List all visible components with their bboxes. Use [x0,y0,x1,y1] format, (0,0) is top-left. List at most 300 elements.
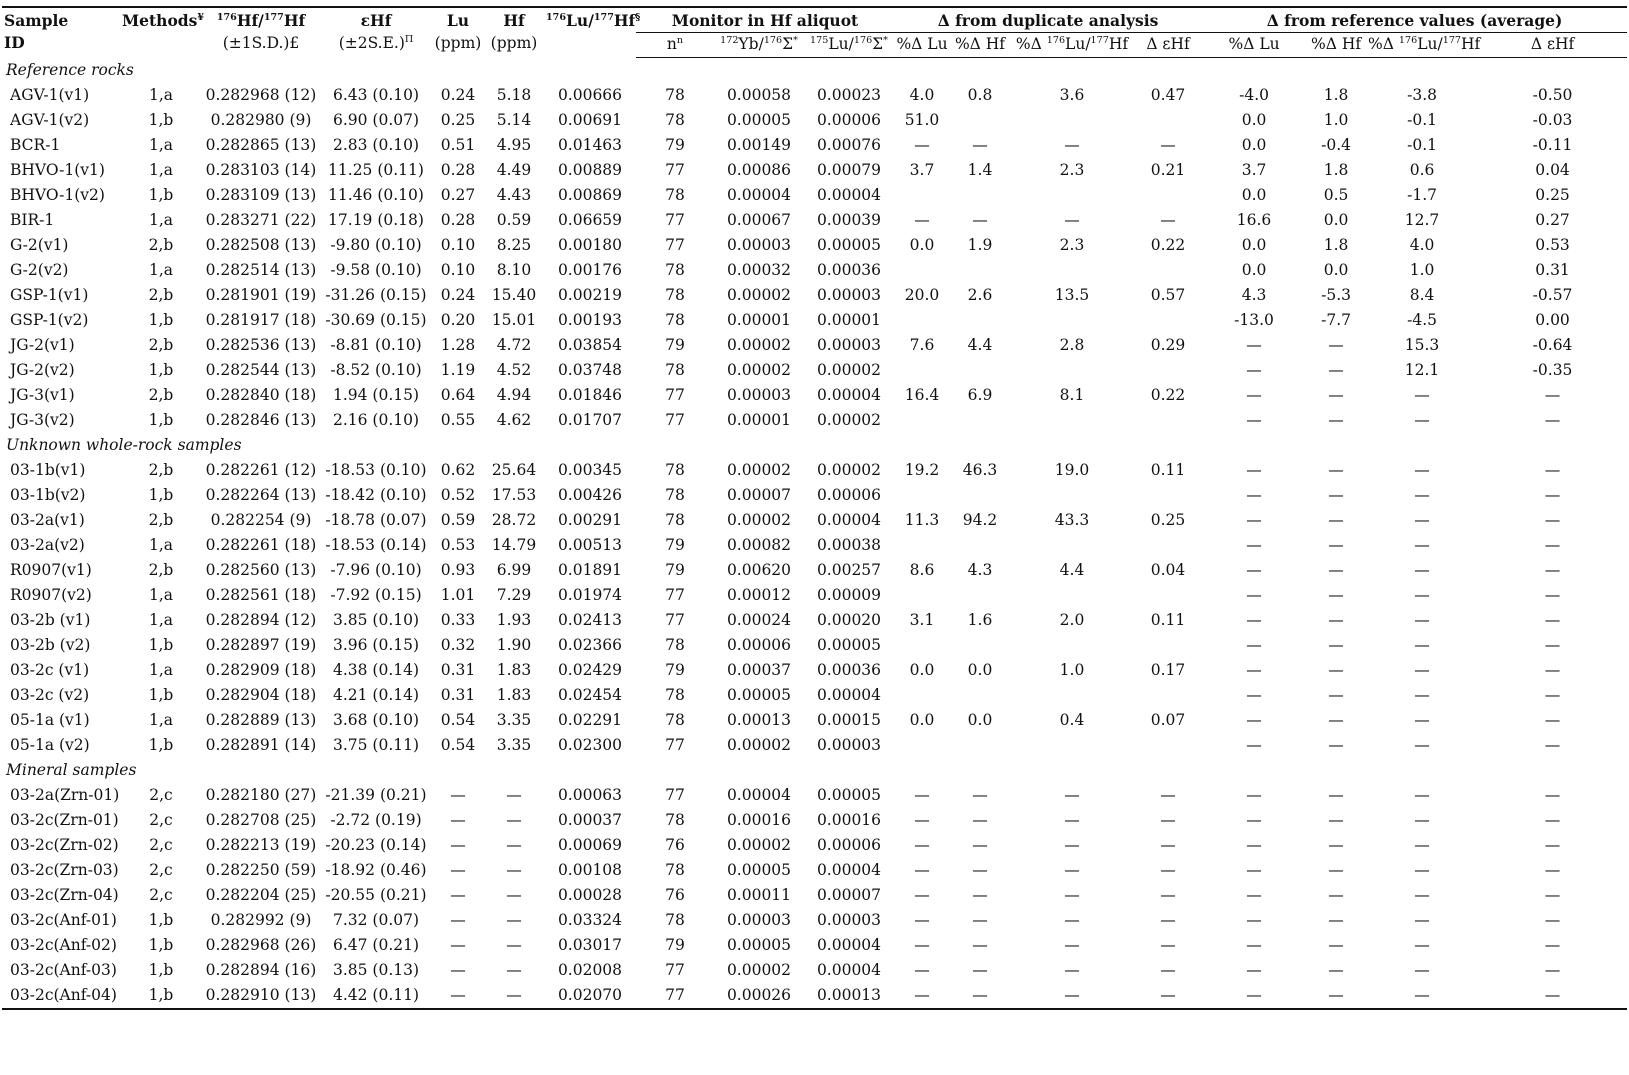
table-cell: 0.00180 [557,236,623,254]
table-cell: — [1064,961,1080,979]
col-ref-ehf: Δ εHf [1478,33,1627,58]
table-cell [1010,408,1134,433]
table-cell: 1.4 [967,161,993,179]
table-cell: 3.96 (0.15) [332,636,420,654]
table-cell: — [1246,461,1262,479]
table-cell: 0.07 [1150,711,1186,729]
table-cell: 6.99 [496,561,532,579]
table-row [2,533,1627,558]
table-row [2,183,1627,208]
table-cell: -4.0 [1239,86,1269,104]
table-cell [1010,358,1134,383]
table-cell: 17.19 (0.18) [328,211,424,229]
table-cell: 0.283109 (13) [205,186,317,204]
table-cell [950,483,1010,508]
table-cell: 11.46 (0.10) [328,186,424,204]
table-cell: 0.00026 [714,983,804,1009]
table-cell [950,408,1010,433]
table-cell: 0.282180 (27) [205,786,317,804]
table-cell: 4.21 (0.14) [332,686,420,704]
sample-id-cell: JG-2(v1) [10,336,75,354]
table-cell [1134,183,1202,208]
table-cell: 2.0 [1059,611,1085,629]
table-cell: — [1544,836,1561,854]
table-cell: — [1328,836,1344,854]
table-cell: 4.72 [496,336,532,354]
section-title: Mineral samples [6,761,137,779]
table-cell: — [1328,361,1344,379]
table-cell [894,183,950,208]
table-cell: 0.00001 [726,311,792,329]
sample-id-cell: 03-2c (v1) [10,661,90,679]
table-cell: 16.6 [1236,211,1272,229]
table-row [2,283,1627,308]
table-cell: 0.282897 (19) [205,636,317,654]
table-cell: 0.62 [440,461,476,479]
table-cell: 0.282264 (13) [205,486,317,504]
table-cell: 0.00005 [816,236,882,254]
table-cell: 2,b [148,561,174,579]
table-cell: -0.50 [1532,86,1573,104]
sample-id-cell: R0907(v1) [10,561,92,579]
table-cell: 0.282840 (18) [205,386,317,404]
table-cell: 0.00889 [557,161,623,179]
table-row [2,833,1627,858]
table-cell: 0.11 [1150,461,1186,479]
table-cell: -0.64 [1532,336,1573,354]
table-cell: -21.39 (0.21) [325,786,427,804]
table-cell: 11.25 (0.11) [328,161,424,179]
table-cell: 0.00012 [726,586,792,604]
table-cell: — [1246,511,1262,529]
table-cell: 0.00003 [816,336,882,354]
table-cell: 0.00193 [557,311,623,329]
table-cell: 0.282894 (12) [205,611,317,629]
table-cell: 0.00009 [816,586,882,604]
table-cell: — [894,983,950,1009]
table-cell: 0.02300 [557,736,623,754]
section-title: Unknown whole-rock samples [6,436,242,454]
table-cell [1010,683,1134,708]
table-cell: — [1366,983,1478,1009]
table-cell: — [1328,461,1344,479]
table-cell: 0.282561 (18) [205,586,317,604]
table-cell: -4.5 [1407,311,1437,329]
table-cell: 1.83 [496,661,532,679]
table-cell: 19.0 [1054,461,1090,479]
table-cell: 2.83 (0.10) [332,136,420,154]
table-cell: — [972,861,988,879]
table-cell [894,308,950,333]
table-cell: — [1544,686,1561,704]
table-cell: 0.00079 [816,161,882,179]
table-cell: — [1246,486,1262,504]
table-cell: 0.00291 [557,511,623,529]
table-row [2,683,1627,708]
table-cell: — [914,911,930,929]
sample-id-cell: 03-2c(Anf-02) [10,936,117,954]
table-cell: — [1064,936,1080,954]
section-header [2,433,1627,458]
table-row [2,858,1627,883]
sample-id-cell: GSP-1(v1) [10,286,89,304]
table-cell: 1,b [148,311,174,329]
table-cell: 0.06659 [557,211,623,229]
table-cell: 2.3 [1059,161,1085,179]
table-cell: -1.7 [1407,186,1437,204]
table-cell: — [972,886,988,904]
table-cell: 5.18 [496,86,532,104]
table-cell: — [972,836,988,854]
table-cell: 7.6 [909,336,935,354]
table-cell: 1,b [148,936,174,954]
table-cell: — [914,786,930,804]
table-cell: 3.75 (0.11) [332,736,420,754]
table-cell: — [1246,661,1262,679]
sample-id-cell: 03-2a(v1) [10,511,85,529]
table-cell: 78 [665,111,685,129]
table-cell: 0.00666 [557,86,623,104]
sample-id-cell: 03-2b (v2) [10,636,91,654]
table-cell: 0.28 [440,211,476,229]
table-cell: 1,b [148,361,174,379]
table-cell: 1,a [148,536,174,554]
table-cell: — [1544,486,1561,504]
table-cell: 0.01974 [557,586,623,604]
table-cell: 3.35 [496,711,532,729]
table-cell: 78 [665,636,685,654]
table-cell: 3.68 (0.10) [332,711,420,729]
table-cell: 1,a [148,711,174,729]
table-cell: 0.01463 [557,136,623,154]
table-cell: — [1246,861,1262,879]
table-cell: 0.282261 (18) [205,536,317,554]
table-cell: 78 [665,186,685,204]
table-cell: — [1544,511,1561,529]
table-cell: 12.1 [1404,361,1440,379]
table-cell: 0.0 [909,236,935,254]
sample-id-cell: G-2(v2) [10,261,69,279]
table-cell: -0.03 [1532,111,1573,129]
table-cell: 0.00032 [726,261,792,279]
table-cell: 16.4 [904,386,940,404]
table-cell: 0.00036 [816,661,882,679]
table-cell: 0.53 [1535,236,1570,254]
table-cell: — [1328,561,1344,579]
group-reference: Δ from reference values (average) [1202,7,1627,33]
table-cell: 78 [665,311,685,329]
table-row [2,108,1627,133]
table-cell: 77 [665,411,685,429]
table-cell: — [1160,886,1176,904]
table-cell: 0.282865 (13) [205,136,317,154]
table-cell: 0.00002 [816,361,882,379]
table-cell: 78 [665,511,685,529]
table-cell: 0.282846 (13) [205,411,317,429]
table-row [2,358,1627,383]
col-yb-monitor: $^{172}$Yb/$^{176}$Σ* [714,33,804,58]
table-cell [1010,483,1134,508]
table-row [2,933,1627,958]
table-cell: 20.0 [904,286,940,304]
table-cell: 0.51 [440,136,476,154]
table-cell: — [1246,736,1262,754]
sample-id-cell: BCR-1 [10,136,61,154]
table-cell: 0.03324 [557,911,623,929]
table-cell: 0.282544 (13) [205,361,317,379]
table-cell: 0.00038 [816,536,882,554]
table-cell: — [1328,636,1344,654]
table-cell: 3.6 [1059,86,1085,104]
table-cell: 0.282910 (13) [202,983,320,1009]
table-cell: — [1246,411,1262,429]
table-cell: 2,b [148,386,174,404]
table-cell: — [1246,386,1262,404]
table-cell: — [1064,886,1080,904]
table-cell: — [1414,786,1430,804]
table-cell: 4.3 [967,561,993,579]
table-row [2,483,1627,508]
table-cell: 0.02366 [557,636,623,654]
table-cell: 0.00620 [726,561,792,579]
table-cell: 1.83 [496,686,532,704]
table-cell: — [1328,336,1344,354]
table-cell: — [506,786,522,804]
table-cell: 15.3 [1404,336,1440,354]
table-cell: — [1064,911,1080,929]
table-cell [894,583,950,608]
table-cell: 0.00176 [557,261,623,279]
table-row [2,633,1627,658]
sample-id-cell: 03-1b(v2) [10,486,86,504]
sample-id-cell: 03-1b(v1) [10,461,86,479]
table-cell: -5.3 [1321,286,1351,304]
table-cell: — [1478,983,1627,1009]
table-cell: 0.00003 [816,736,882,754]
table-cell: 0.00028 [557,886,623,904]
table-row [2,233,1627,258]
table-cell: 0.00013 [804,983,894,1009]
table-cell: 1,a [148,86,174,104]
sample-id-cell: AGV-1(v2) [10,111,90,129]
table-cell [894,358,950,383]
table-cell: 94.2 [962,511,998,529]
sample-id-cell: 03-2c(Zrn-01) [10,811,119,829]
table-cell: 0.00006 [816,111,882,129]
table-cell: — [1414,886,1430,904]
table-cell: — [1544,911,1561,929]
table-cell [894,408,950,433]
table-cell [894,683,950,708]
table-cell: 0.00067 [726,211,792,229]
table-cell: 0.00004 [816,386,882,404]
table-cell: -13.0 [1234,311,1274,329]
table-cell: 4.4 [1059,561,1085,579]
table-cell: 0.24 [440,86,476,104]
table-cell: — [1544,811,1561,829]
table-cell: 0.282261 (12) [205,461,317,479]
table-cell: 0.00003 [816,911,882,929]
table-cell: 0.0 [1241,186,1267,204]
table-cell: 0.52 [440,486,476,504]
table-cell: 0.4 [1059,711,1085,729]
table-cell: 0.00002 [726,286,792,304]
table-cell: — [1246,711,1262,729]
table-cell [1010,258,1134,283]
table-cell: — [1328,536,1344,554]
table-cell: — [972,786,988,804]
table-cell: 0.01707 [557,411,623,429]
table-row [2,558,1627,583]
table-cell: 78 [665,486,685,504]
table-cell: — [1414,486,1430,504]
table-cell [1010,733,1134,758]
table-cell [1134,533,1202,558]
table-cell: 0.00013 [726,711,792,729]
table-cell: -3.8 [1407,86,1437,104]
table-cell: — [1544,861,1561,879]
table-cell: 5.14 [496,111,532,129]
table-cell: 0.0 [1241,136,1267,154]
table-cell: — [506,836,522,854]
table-cell: -0.57 [1532,286,1573,304]
table-cell: 0.64 [440,386,476,404]
table-cell: — [1328,911,1344,929]
table-cell: 3.85 (0.13) [332,961,420,979]
table-row [2,733,1627,758]
table-cell: — [1160,136,1176,154]
table-cell: 1,b [148,911,174,929]
table-cell: — [972,911,988,929]
table-row [2,783,1627,808]
table-cell: — [1328,961,1344,979]
table-cell: 1,b [148,736,174,754]
table-cell: 0.00016 [726,811,792,829]
table-cell: 0.0 [967,711,993,729]
col-dup-luhf: %Δ $^{176}$Lu/$^{177}$Hf [1010,33,1134,58]
col-hf: Hf (ppm) [484,7,544,58]
table-cell: 51.0 [904,111,940,129]
table-cell: 1,a [148,211,174,229]
table-cell [894,733,950,758]
table-cell [950,358,1010,383]
table-cell: 2.6 [967,286,993,304]
table-cell [1134,358,1202,383]
sample-id-cell: 03-2c(Anf-01) [10,911,117,929]
table-cell: — [972,936,988,954]
table-cell: 0.0 [1241,261,1267,279]
table-cell [1134,308,1202,333]
table-cell: 0.00003 [726,386,792,404]
table-cell: 1.01 [440,586,476,604]
table-cell: — [914,936,930,954]
table-cell: 7.29 [496,586,532,604]
table-cell: 1.6 [967,611,993,629]
table-cell: -0.1 [1407,111,1437,129]
table-cell: 0.04 [1535,161,1570,179]
table-cell: 8.25 [496,236,532,254]
table-cell: 0.282250 (59) [205,861,317,879]
table-cell: 0.00108 [557,861,623,879]
table-cell [1134,108,1202,133]
table-cell: — [1246,811,1262,829]
table-cell: -18.78 (0.07) [325,511,427,529]
table-cell: 1.94 (0.15) [332,386,420,404]
table-row [2,583,1627,608]
table-cell: 3.85 (0.10) [332,611,420,629]
table-cell: — [1328,786,1344,804]
table-row [2,383,1627,408]
table-cell: 13.5 [1054,286,1090,304]
table-cell: 25.64 [491,461,537,479]
table-cell: — [914,136,930,154]
table-row [2,808,1627,833]
table-cell: — [506,961,522,979]
table-cell: 0.03854 [557,336,623,354]
table-cell: 77 [665,161,685,179]
table-cell: — [1544,661,1561,679]
table-cell: 1.8 [1323,161,1349,179]
table-cell: 0.00004 [816,686,882,704]
table-cell: 1.0 [1409,261,1435,279]
table-cell: — [1328,386,1344,404]
table-cell: — [1064,811,1080,829]
section-header [2,758,1627,783]
table-row [2,208,1627,233]
table-cell: 78 [665,86,685,104]
table-cell: 0.00002 [726,736,792,754]
table-cell: 0.00005 [816,636,882,654]
table-cell: 1,b [148,111,174,129]
table-cell: 0.282213 (19) [205,836,317,854]
table-cell: 0.31 [440,686,476,704]
table-cell: -20.23 (0.14) [325,836,427,854]
table-cell: — [450,861,466,879]
table-cell: 77 [665,961,685,979]
table-cell: — [1414,461,1430,479]
table-cell: -7.7 [1321,311,1351,329]
table-cell: 0.282560 (13) [205,561,317,579]
table-cell: — [506,811,522,829]
sample-id-cell: AGV-1(v1) [10,86,90,104]
table-row [2,333,1627,358]
table-row [2,883,1627,908]
table-cell: — [1544,786,1561,804]
table-cell [1134,583,1202,608]
sample-id-cell: 03-2c(Anf-04) [2,983,120,1009]
table-cell: 0.00004 [726,786,792,804]
table-cell: -30.69 (0.15) [325,311,427,329]
table-cell: — [1544,886,1561,904]
table-cell: -7.96 (0.10) [330,561,422,579]
table-cell: 4.0 [909,86,935,104]
sample-id-cell: JG-3(v2) [10,411,75,429]
table-cell: 11.3 [904,511,940,529]
col-dup-ehf: Δ εHf [1134,33,1202,58]
table-row [2,908,1627,933]
table-cell: 1,b [148,686,174,704]
table-cell: 0.00005 [726,861,792,879]
table-cell: 0.00086 [726,161,792,179]
table-cell: 77 [665,586,685,604]
table-cell [950,733,1010,758]
table-cell: 4.38 (0.14) [332,661,420,679]
table-cell: — [1328,586,1344,604]
table-cell: 4.94 [496,386,532,404]
table-cell: 0.00002 [816,411,882,429]
table-cell: 77 [665,386,685,404]
table-cell: 0.00 [1535,311,1570,329]
